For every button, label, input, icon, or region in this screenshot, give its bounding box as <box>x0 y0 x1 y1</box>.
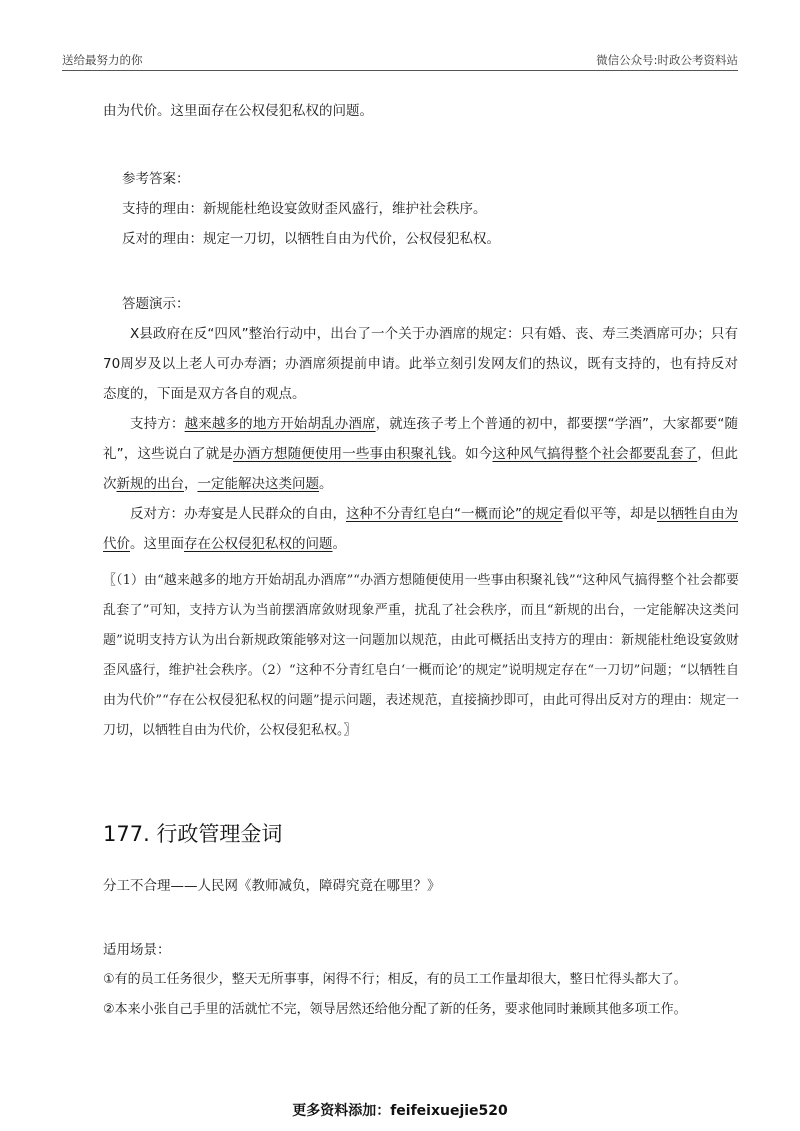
oppose-text-3: 。这里面 <box>130 536 184 552</box>
support-text-1: ，就连孩子考上个普通的初中，都要摆“学酒”，大家都要“随礼”，这些说白了就是 <box>103 416 739 462</box>
scene-title: 适用场景： <box>103 942 171 958</box>
section-title: 177. 行政管理金词 <box>103 822 283 846</box>
reference-oppose: 反对的理由：规定一刀切，以牺牲自由为代价，公权侵犯私权。 <box>122 231 500 247</box>
support-label: 支持方： <box>130 416 185 432</box>
reference-support: 支持的理由：新规能杜绝设宴敛财歪风盛行，维护社会秩序。 <box>122 201 487 217</box>
oppose-underline-3: 存在公权侵犯私权的问题 <box>184 536 333 552</box>
demo-paragraph-oppose <box>103 499 738 559</box>
support-text-3: ，但此次 <box>103 446 739 492</box>
scene-item-2: ②本来小张自己手里的活就忙不完，领导居然还给他分配了新的任务，要求他同时兼顾其他多项工作。 <box>103 1002 687 1017</box>
support-underline-4: 新规的出台 <box>116 476 184 492</box>
header-slogan: 送给最努力的你 <box>62 53 143 67</box>
support-underline-2: 办酒方想随便使用一些事由积聚礼钱 <box>233 446 452 462</box>
answer-analysis: 〖（1）由“越来越多的地方开始胡乱办酒席”“办酒方想随便使用一些事由积聚礼钱”“这种风气搞得整个社会都要乱套了”可知，支持方认为当前摆酒席敛财现象严重，扰乱了社会秩序，而且“新规的出台，一定能解决这类问题”说明支持方认为出台新规政策能够对这一问题加以规范，由此可概括出支持方的理由：新规能杜绝设宴敛财歪风盛行，维护社会秩序。（2）“这种不分青红皂白‘一概而论’的规定”说明规定存在“一刀切”问题；“以牺牲自由为代价”“存在公权侵犯私权的问题”提示问题，表述规范，直接摘抄即可，由此可得出反对方的理由：规定一刀切，以牺牲自由为代价，公权侵犯私权。〗 <box>103 573 739 738</box>
support-underline-3: 这种风气搞得整个社会都要乱套了 <box>492 446 698 462</box>
support-underline-1: 越来越多的地方开始胡乱办酒席 <box>184 416 376 432</box>
oppose-underline-2: 以牺牲自由为代价 <box>103 506 738 552</box>
page-header <box>62 48 738 71</box>
header-wechat: 微信公众号:时政公考资料站 <box>596 53 738 67</box>
demo-title: 答题演示： <box>122 296 190 312</box>
scene-item-1: ①有的员工任务很少，整天无所事事，闲得不行；相反，有的员工工作量却很大，整日忙得头都大了。 <box>103 972 687 987</box>
oppose-text-2: 看似平等，却是 <box>562 506 657 522</box>
oppose-text-1: 反对方：办寿宴是人民群众的自由， <box>130 506 346 522</box>
top-line: 由为代价。这里面存在公权侵犯私权的问题。 <box>103 103 373 119</box>
support-text-5: 。 <box>319 476 333 492</box>
reference-title: 参考答案： <box>122 171 190 187</box>
demo-body <box>103 319 738 559</box>
oppose-underline-1: 这种不分青红皂白“一概而论”的规定 <box>346 506 563 522</box>
page-footer: 更多资料添加：feifeixuejie520 <box>292 1103 508 1119</box>
demo-paragraph-intro: X县政府在反“四风”整治行动中，出台了一个关于办酒席的规定：只有婚、丧、寿三类酒席可办；只有70周岁及以上老人可办寿酒；办酒席须提前申请。此举立刻引发网友们的热议，既有支持的，也有持反对态度的，下面是双方各自的观点。 <box>103 326 738 402</box>
support-underline-5: 一定能解决这类问题 <box>197 476 319 492</box>
support-text-2: 。如今 <box>451 446 493 462</box>
oppose-text-4: 。 <box>332 536 346 552</box>
section-subtitle: 分工不合理——人民网《教师减负，障碍究竟在哪里？》 <box>103 878 441 894</box>
demo-paragraph-support <box>103 409 738 499</box>
support-text-4: ， <box>184 476 198 492</box>
